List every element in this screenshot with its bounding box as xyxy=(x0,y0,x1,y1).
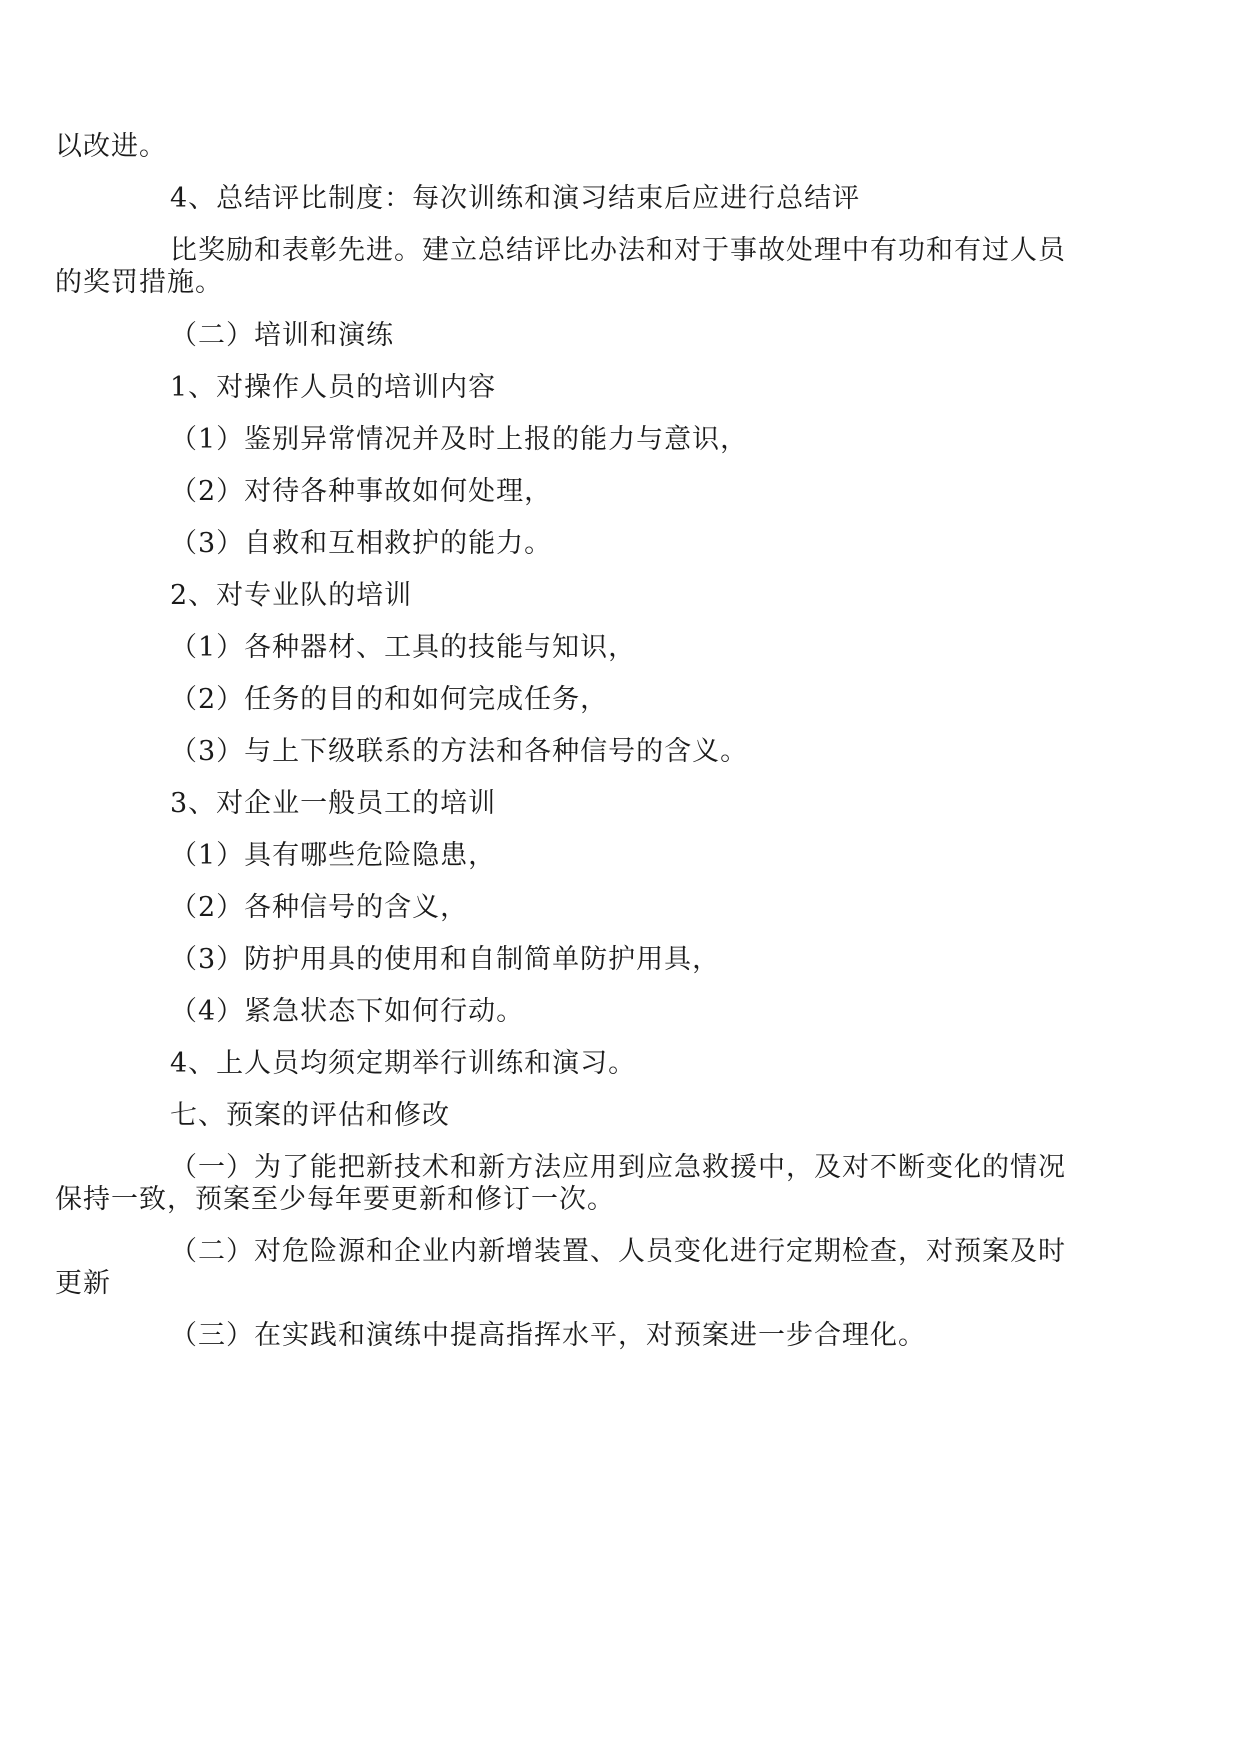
paragraph-improvement: （三）在实践和演练中提高指挥水平，对预案进一步合理化。 xyxy=(170,1320,926,1351)
subitem: （3）防护用具的使用和自制简单防护用具， xyxy=(170,944,721,975)
subitem: （1）鉴别异常情况并及时上报的能力与意识， xyxy=(170,424,749,455)
subitem: （4）紧急状态下如何行动。 xyxy=(170,996,525,1027)
paragraph-continuation: 以改进。 xyxy=(55,131,167,162)
item-drills: 4、上人员均须定期举行训练和演习。 xyxy=(170,1048,637,1079)
subitem: （2）对待各种事故如何处理， xyxy=(170,476,553,507)
paragraph-evaluation-system: 4、总结评比制度：每次训练和演习结束后应进行总结评 xyxy=(170,183,861,214)
subitem: （2）任务的目的和如何完成任务， xyxy=(170,684,609,715)
section-heading-training: （二）培训和演练 xyxy=(170,320,394,351)
item-employee-training: 3、对企业一般员工的培训 xyxy=(170,788,497,819)
subitem: （1）各种器材、工具的技能与知识， xyxy=(170,632,637,663)
subitem: （2）各种信号的含义， xyxy=(170,892,469,923)
section-heading-plan-revision: 七、预案的评估和修改 xyxy=(170,1100,450,1131)
paragraph-periodic-check: （二）对危险源和企业内新增装置、人员变化进行定期检查，对预案及时更新 xyxy=(55,1236,1066,1299)
subitem: （3）自救和互相救护的能力。 xyxy=(170,528,553,559)
item-operator-training: 1、对操作人员的培训内容 xyxy=(170,372,497,403)
paragraph-rewards: 比奖励和表彰先进。建立总结评比办法和对于事故处理中有功和有过人员的奖罚措施。 xyxy=(55,235,1066,298)
item-team-training: 2、对专业队的培训 xyxy=(170,580,413,611)
subitem: （1）具有哪些危险隐患， xyxy=(170,840,497,871)
paragraph-annual-update: （一）为了能把新技术和新方法应用到应急救援中，及对不断变化的情况保持一致，预案至少每年要更新和修订一次。 xyxy=(55,1152,1066,1215)
subitem: （3）与上下级联系的方法和各种信号的含义。 xyxy=(170,736,749,767)
